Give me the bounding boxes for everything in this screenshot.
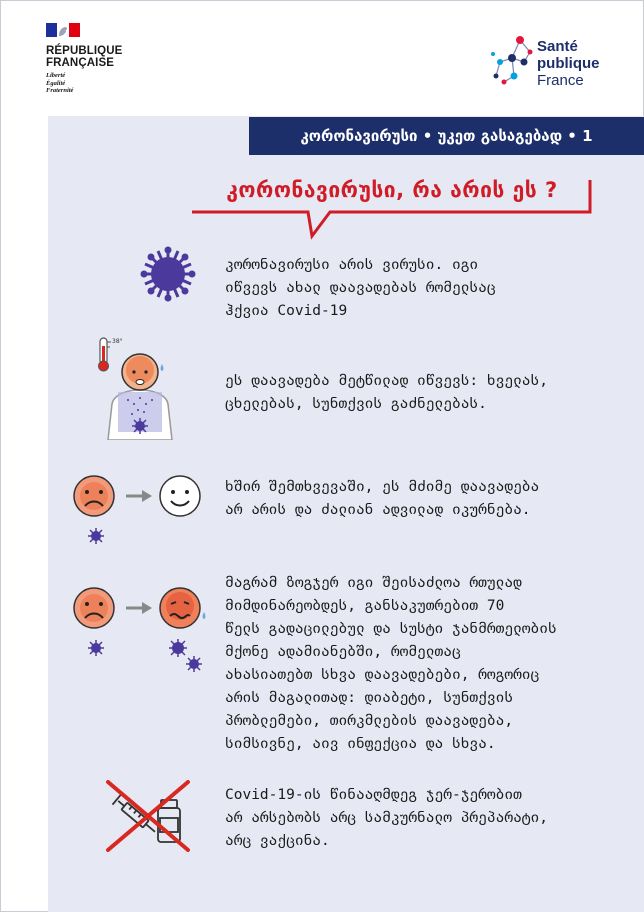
- spf-line3: France: [537, 72, 584, 89]
- motto-liberte: Liberté: [46, 72, 66, 79]
- network-dots-icon: [490, 32, 534, 88]
- fever-person-icon: [94, 334, 190, 440]
- marianne-flag-icon: [46, 23, 80, 37]
- thermometer-label: 38°: [112, 338, 123, 345]
- section-5-text: Covid-19-ის წინააღმდეგ ჯერ-ჯერობით არ არსებობს არც სამკურნალო პრეპარატი, არც ვაქცინა.: [225, 787, 549, 849]
- sad-to-sick-icon: [70, 586, 210, 676]
- spf-line1: Santé: [537, 38, 578, 55]
- page-title: კორონავირუსი, რა არის ეს ?: [226, 178, 558, 202]
- sante-publique-france-logo: [490, 32, 620, 94]
- sad-to-happy-icon: [70, 474, 210, 546]
- section-1-text: კორონავირუსი არის ვირუსი. იგი იწვევს ახალ დაავადებას რომელსაც ჰქვია Covid-19: [225, 257, 496, 319]
- no-vaccine-icon: [100, 778, 196, 854]
- section-3-text: ხშირ შემთხვევაში, ეს მძიმე დაავადება არ არის და ძალიან ადვილად იკურნება.: [225, 479, 540, 518]
- virus-icon: [140, 246, 196, 302]
- series-banner: კორონავირუსი • უკეთ გასაგებად • 1: [249, 117, 644, 155]
- motto-egalite: Égalité: [46, 79, 66, 87]
- spf-line2: publique: [537, 55, 600, 72]
- section-2-text: ეს დაავადება მეტწილად იწვევს: ხველას, ცხელებას, სუნთქვის გაძნელებას.: [225, 373, 549, 412]
- republique-name-line2: FRANÇAISE: [46, 57, 114, 69]
- motto-fraternite: Fraternité: [46, 87, 74, 94]
- section-4-text: მაგრამ ზოგჯერ იგი შეისაძლოა რთულად მიმდინარეობდეს, განსაკუთრებით 70 წელს გადაცილებულ და სუსტი ჯანმრთელობის მქონე ადამიანებში, რომელთაც ახასიათებთ სხვა დაავადებები, როგორიც არის მაგალითად: დიაბეტი, სუნთქვის პრობლემები, თირკმლების დაავადება, სიმსივნე, აივ ინფექცია და სხვა.: [225, 575, 557, 752]
- republique-name-line1: RÉPUBLIQUE: [46, 45, 123, 57]
- republique-francaise-logo: [46, 22, 156, 95]
